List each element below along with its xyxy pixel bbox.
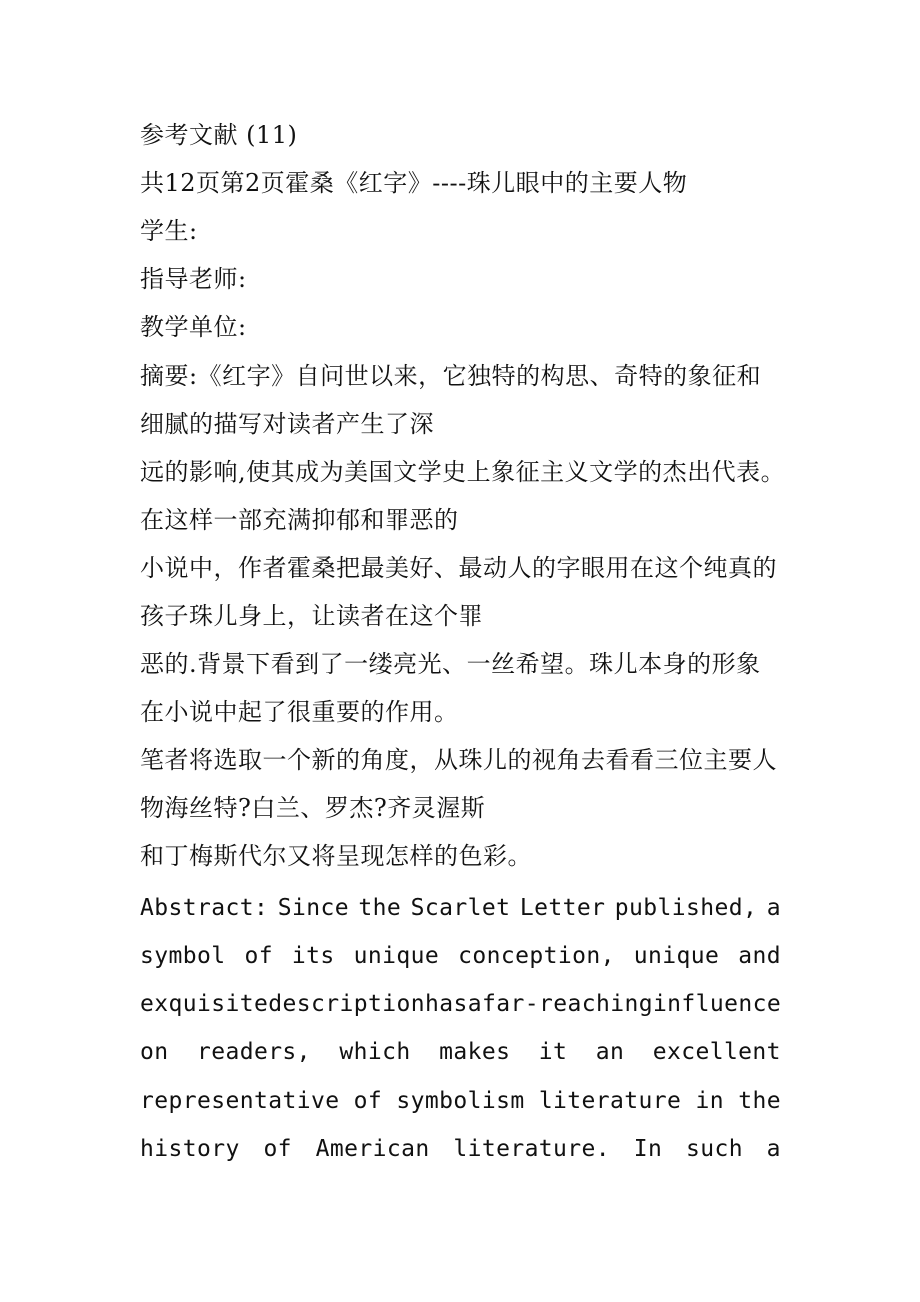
abstract-en-line <box>140 893 781 923</box>
word: in <box>695 1088 724 1114</box>
word: the <box>738 1088 781 1114</box>
word: Since <box>277 895 349 921</box>
abstract-en-line <box>140 941 781 971</box>
advisor-label: 指导老师: <box>140 265 247 293</box>
word: conception, <box>458 943 615 969</box>
abstract-cn-line: 和丁梅斯代尔又将呈现怎样的色彩。 <box>140 842 532 870</box>
word: of <box>353 1088 383 1114</box>
word: it <box>538 1039 568 1065</box>
word: makes <box>439 1039 511 1065</box>
abstract-cn-line: 孩子珠儿身上，让读者在这个罪 <box>140 602 483 630</box>
abstract-cn-line: 恶的.背景下看到了一缕亮光、一丝希望。珠儿本身的形象 <box>140 650 761 678</box>
word: Abstract: <box>140 895 269 921</box>
abstract-cn-line: 物海丝特?白兰、罗杰?齐灵渥斯 <box>140 794 486 822</box>
word: unique <box>633 943 720 969</box>
word: excellent <box>652 1039 781 1065</box>
word: unique <box>353 943 440 969</box>
abstract-cn-line: 摘要:《红字》自问世以来，它独特的构思、奇特的象征和 <box>140 362 762 390</box>
word: a <box>467 991 482 1017</box>
word: of <box>244 943 273 969</box>
abstract-cn-line: 远的影响,使其成为美国文学史上象征主义文学的杰出代表。 <box>140 458 786 486</box>
word: and <box>738 943 781 969</box>
word: symbol <box>140 943 226 969</box>
word: exquisite <box>140 991 269 1017</box>
word: history <box>140 1136 240 1162</box>
teaching-unit-label: 教学单位: <box>140 313 247 341</box>
abstract-cn-line: 在这样一部充满抑郁和罪恶的 <box>140 506 459 534</box>
word: far-reaching <box>481 991 653 1017</box>
abstract-cn-line: 在小说中起了很重要的作用。 <box>140 698 459 726</box>
word: an <box>595 1039 625 1065</box>
abstract-cn-line: 细腻的描写对读者产生了深 <box>140 410 434 438</box>
word: published, <box>614 895 758 921</box>
document-title-line: 共12页第2页霍桑《红字》----珠儿眼中的主要人物 <box>140 169 688 197</box>
word: symbolism <box>396 1088 525 1114</box>
word: has <box>424 991 468 1017</box>
word: its <box>291 943 335 969</box>
word: of <box>263 1136 292 1162</box>
word: Scarlet <box>410 895 511 921</box>
word: description <box>268 991 425 1017</box>
word: American <box>315 1136 430 1162</box>
word: on <box>140 1039 169 1065</box>
word: a <box>766 895 781 921</box>
word: Letter <box>519 895 606 921</box>
references-heading: 参考文献 (11) <box>140 121 298 149</box>
abstract-en-line <box>140 1086 781 1116</box>
word: literature. <box>453 1136 611 1162</box>
abstract-cn-line: 笔者将选取一个新的角度，从珠儿的视角去看看三位主要人 <box>140 746 777 774</box>
word: such <box>685 1136 743 1162</box>
word: representative <box>140 1088 340 1114</box>
abstract-cn-line: 小说中，作者霍桑把最美好、最动人的字眼用在这个纯真的 <box>140 554 777 582</box>
student-label: 学生: <box>140 217 198 245</box>
word: readers, <box>196 1039 311 1065</box>
word: In <box>633 1136 663 1162</box>
abstract-en-line <box>140 989 781 1019</box>
abstract-en-line <box>140 1134 781 1164</box>
word: the <box>358 895 402 921</box>
word: literature <box>538 1088 682 1114</box>
abstract-en-line <box>140 1037 781 1067</box>
word: influence <box>652 991 782 1017</box>
word: a <box>766 1136 781 1162</box>
word: which <box>339 1039 411 1065</box>
